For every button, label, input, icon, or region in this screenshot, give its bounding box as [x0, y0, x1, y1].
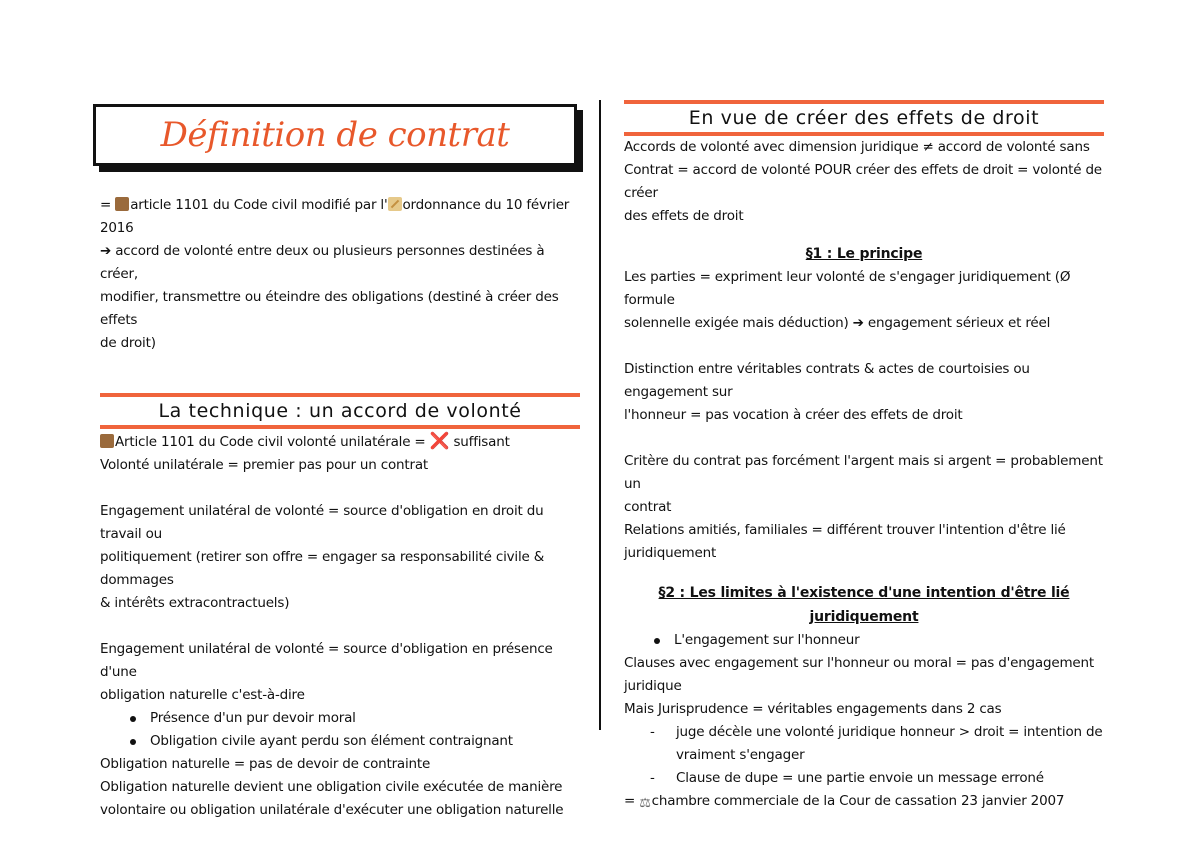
jurisprudence-cases-list — [624, 721, 1104, 790]
technique-line-8: Obligation naturelle = pas de devoir de contrainte — [100, 756, 431, 772]
principle-line-5: Critère du contrat pas forcément l'argent mais si argent = probablement un — [624, 453, 1103, 492]
principle-line-1: Les parties = expriment leur volonté de s'engager juridiquement (Ø formule — [624, 269, 1071, 308]
list-item: L'engagement sur l'honneur — [624, 629, 1104, 652]
technique-line-3: Engagement unilatéral de volonté = source d'obligation en droit du travail ou — [100, 503, 544, 542]
technique-line-9: Obligation naturelle devient une obligation civile exécutée de manière — [100, 779, 563, 795]
page-title: Définition de contrat — [160, 114, 510, 155]
technique-line-1: Article 1101 du Code civil volonté unilatérale = ❌ suffisant — [100, 429, 580, 454]
title-box — [93, 104, 577, 166]
scales-icon: ⚖ — [639, 796, 651, 811]
principle-line-6: contrat — [624, 499, 672, 515]
technique-line-5: & intérêts extracontractuels) — [100, 595, 290, 611]
list-item: Présence d'un pur devoir moral — [100, 707, 580, 730]
technique-line-10: volontaire ou obligation unilatérale d'exécuter une obligation naturelle — [100, 802, 564, 818]
technique-line-4: politiquement (retirer son offre = engager sa responsabilité civile & dommages — [100, 549, 545, 588]
limits-subtitle: §2 : Les limites à l'existence d'une intention d'être lié juridiquement — [658, 585, 1070, 625]
left-column — [100, 104, 580, 822]
limits-line-last: = ⚖chambre commerciale de la Cour de cassation 23 janvier 2007 — [624, 790, 1104, 815]
technique-section-header: La technique : un accord de volonté — [100, 393, 580, 429]
technique-line-7: obligation naturelle c'est-à-dire — [100, 687, 305, 703]
effects-section-header: En vue de créer des effets de droit — [624, 100, 1104, 136]
list-item: vraiment s'engager — [676, 747, 805, 763]
principle-line-8: juridiquement — [624, 545, 717, 561]
list-item: Obligation civile ayant perdu son élément contraignant — [100, 730, 580, 753]
principle-line-7: Relations amitiés, familiales = différent trouver l'intention d'être lié — [624, 522, 1066, 538]
scroll-icon — [100, 434, 114, 448]
technique-line-2: Volonté unilatérale = premier pas pour un contrat — [100, 457, 428, 473]
column-divider — [599, 100, 601, 730]
effects-line-1: Accords de volonté avec dimension juridique ≠ accord de volonté sans — [624, 139, 1090, 155]
definition-line-3: modifier, transmettre ou éteindre des obligations (destiné à créer des effets — [100, 289, 559, 328]
list-item: - juge décèle une volonté juridique honneur > droit = intention de — [624, 721, 1104, 744]
definition-line-4: de droit) — [100, 335, 156, 351]
cross-mark-icon: ❌ — [429, 431, 450, 450]
principle-subtitle: §1 : Le principe — [805, 246, 923, 262]
list-item: - Clause de dupe = une partie envoie un message erroné — [624, 767, 1104, 790]
right-column — [624, 100, 1104, 815]
limits-bullet-list — [624, 629, 1104, 652]
natural-obligation-list — [100, 707, 580, 753]
principle-line-3: Distinction entre véritables contrats & actes de courtoisies ou engagement sur — [624, 361, 1030, 400]
technique-line-6: Engagement unilatéral de volonté = source d'obligation en présence d'une — [100, 641, 553, 680]
limits-line-2: Mais Jurisprudence = véritables engagements dans 2 cas — [624, 701, 1002, 717]
pen-paper-icon — [388, 197, 402, 211]
effects-line-2: Contrat = accord de volonté POUR créer des effets de droit = volonté de créer — [624, 162, 1102, 201]
definition-line-2: ➔ accord de volonté entre deux ou plusieurs personnes destinées à créer, — [100, 243, 545, 282]
principle-line-4: l'honneur = pas vocation à créer des effets de droit — [624, 407, 963, 423]
effects-line-3: des effets de droit — [624, 208, 744, 224]
scroll-icon — [115, 197, 129, 211]
principle-line-2: solennelle exigée mais déduction) ➔ engagement sérieux et réel — [624, 315, 1051, 331]
limits-line-1: Clauses avec engagement sur l'honneur ou moral = pas d'engagement juridique — [624, 655, 1094, 694]
definition-line-1: = article 1101 du Code civil modifié par l' ordonnance du 10 février 2016 — [100, 197, 570, 236]
